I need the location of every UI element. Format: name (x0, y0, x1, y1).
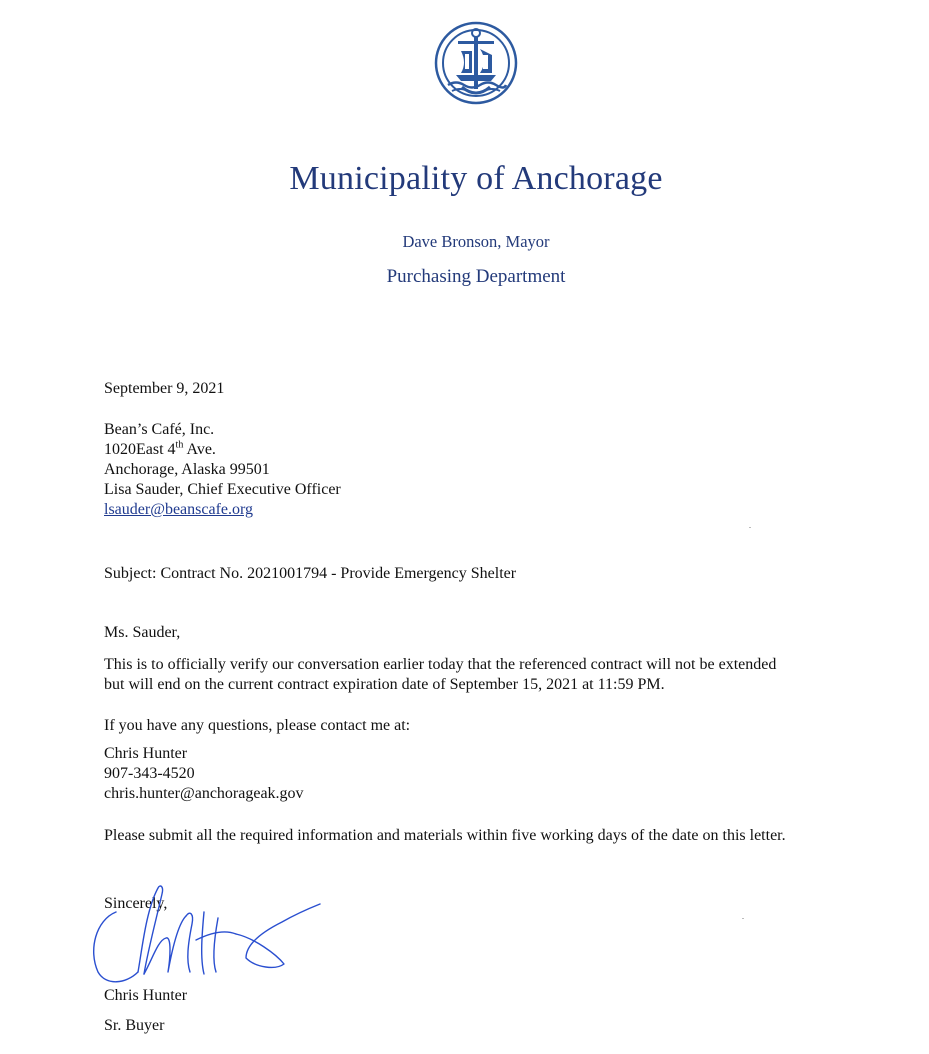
body-line-1: This is to officially verify our conversation earlier today that the referenced contract will not be extended (104, 656, 777, 673)
scan-speck (742, 918, 744, 919)
signer-title: Sr. Buyer (104, 1017, 165, 1034)
letter-date: September 9, 2021 (104, 380, 225, 397)
street-number: 1020East 4 (104, 441, 176, 458)
recipient-city: Anchorage, Alaska 99501 (104, 461, 270, 478)
salutation: Ms. Sauder, (104, 624, 181, 641)
recipient-address (104, 420, 341, 520)
anchorage-seal-icon (434, 21, 518, 105)
contact-phone: 907-343-4520 (104, 765, 195, 782)
department-line: Purchasing Department (386, 266, 566, 287)
body-paragraph (104, 655, 776, 695)
page-title: Municipality of Anchorage (289, 160, 663, 197)
contact-email: chris.hunter@anchorageak.gov (104, 785, 304, 802)
contact-intro: If you have any questions, please contact me at: (104, 717, 411, 734)
submit-note: Please submit all the required information and materials within five working days of the date on this letter. (104, 827, 786, 844)
recipient-company: Bean’s Café, Inc. (104, 421, 215, 438)
contact-name: Chris Hunter (104, 745, 188, 762)
street-ordinal: th (175, 439, 184, 451)
body-line-2: but will end on the current contract expiration date of September 15, 2021 at 11:59 PM. (104, 676, 665, 693)
street-suffix: Ave. (183, 441, 216, 458)
scan-speck (749, 527, 751, 528)
subject-line: Subject: Contract No. 2021001794 - Provide Emergency Shelter (104, 565, 517, 582)
recipient-street (104, 440, 341, 460)
recipient-email-link[interactable]: lsauder@beanscafe.org (104, 501, 254, 518)
mayor-line: Dave Bronson, Mayor (402, 232, 550, 251)
signer-name: Chris Hunter (104, 987, 188, 1004)
handwritten-signature (86, 880, 326, 990)
contact-block (104, 744, 304, 804)
closing: Sincerely, (104, 895, 168, 912)
recipient-contact: Lisa Sauder, Chief Executive Officer (104, 481, 341, 498)
